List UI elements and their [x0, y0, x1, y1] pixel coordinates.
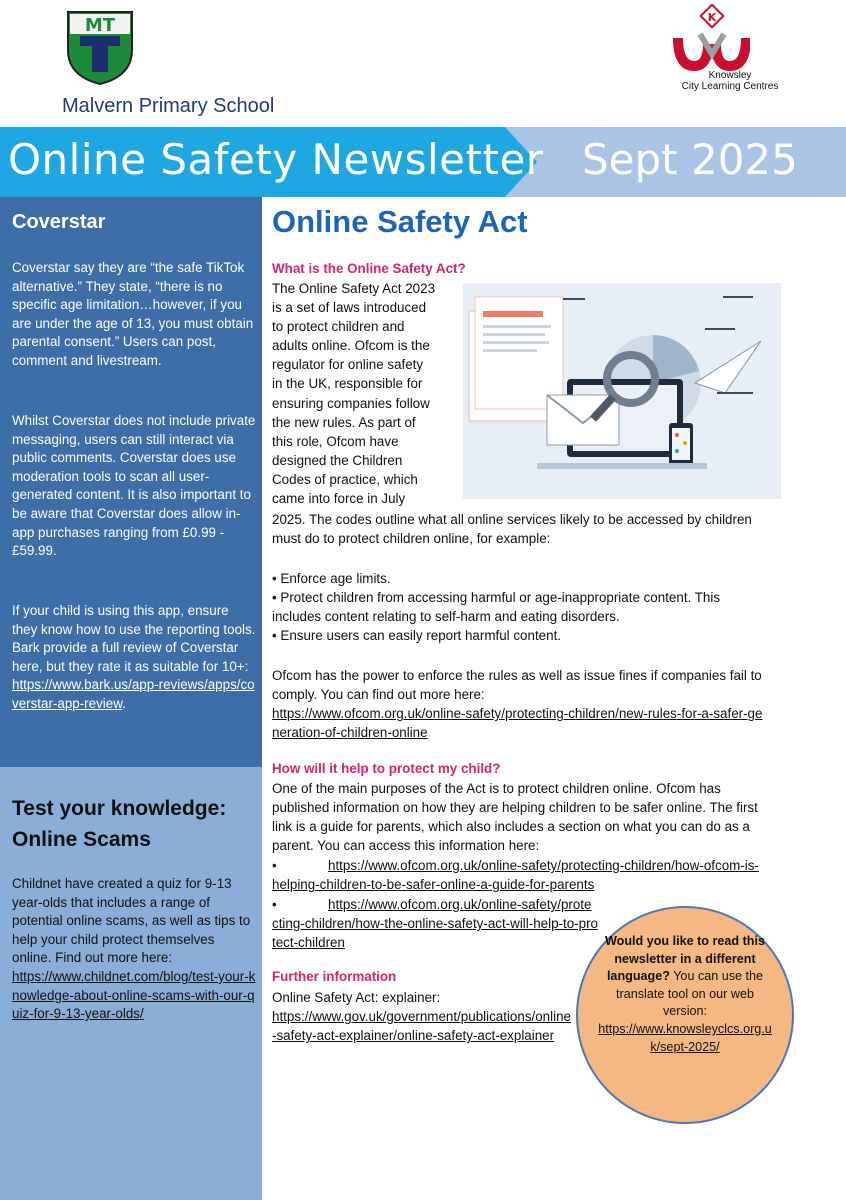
further-paragraph: [272, 988, 572, 1045]
coverstar-heading: Coverstar: [12, 211, 106, 233]
newsletter-banner: [0, 127, 846, 197]
klc-logo: [670, 4, 750, 74]
school-name: Malvern Primary School: [62, 95, 275, 117]
translate-instructions: You can use the translate tool on our web version:: [616, 969, 764, 1019]
how-link-2-item: [272, 895, 598, 952]
translate-question: Would you like to read this newsletter in a different language?: [604, 934, 765, 984]
what-line: Codes of practice, which: [272, 471, 418, 487]
what-line: this role, Ofcom have: [272, 433, 399, 449]
ofcom-rules-link[interactable]: https://www.ofcom.org.uk/online-safety/protecting-children/new-rules-for-a-safer-generation-of-children-online: [272, 706, 763, 741]
quiz-paragraph: [12, 875, 256, 1024]
what-line: to protect children and: [272, 319, 405, 335]
what-line: adults online. Ofcom is the: [272, 338, 430, 354]
ofcom-act-help-link[interactable]: https://www.ofcom.org.uk/online-safety/protecting-children/how-the-online-safety-act-will-help-to-protect-children: [272, 897, 598, 951]
quiz-link[interactable]: https://www.childnet.com/blog/test-your-knowledge-about-online-scams-with-our-quiz-for-9-13-year-olds/: [12, 968, 256, 1022]
school-logo-letters: MT: [84, 15, 116, 36]
coverstar-review-text: If your child is using this app, ensure they know how to use the reporting tools. Bark provide a full review of Coverstar here, but they rate it as suitable for 10+:: [12, 603, 256, 674]
further-heading: Further information: [272, 969, 397, 984]
what-intro: [272, 279, 457, 508]
online-safety-illustration: [463, 283, 781, 499]
partner-name: [670, 70, 790, 92]
klc-logo-letter: K: [707, 11, 717, 24]
bullet-item: • Ensure users can easily report harmful content.: [272, 628, 562, 644]
how-heading: How will it help to protect my child?: [272, 761, 501, 776]
illustration-graphic: [463, 283, 781, 499]
coverstar-section: [0, 197, 262, 767]
coverstar-paragraph-1: Coverstar say they are “the safe TikTok alternative.” They state, “there is no specific age limitation…however, if you are under the age of 13, you must obtain parental consent.” Users can post, comment and livestream.: [12, 260, 254, 368]
newsletter-date: Sept 2025: [582, 135, 798, 184]
what-line: in the UK, responsible for: [272, 376, 423, 392]
fines-text: Ofcom has the power to enforce the rules as well as issue fines if companies fail to comply. You can find out more here:: [272, 668, 762, 703]
further-label: Online Safety Act: explainer:: [272, 990, 441, 1005]
bullet-symbol: •: [272, 858, 277, 873]
quiz-heading-line2: Online Scams: [12, 828, 151, 851]
partner-name-line1: Knowsley: [708, 70, 752, 81]
newsletter-title: Online Safety Newsletter: [8, 135, 544, 184]
quiz-heading-line1: Test your knowledge:: [12, 797, 227, 820]
quiz-heading: [12, 793, 226, 855]
partner-name-line2: City Learning Centres: [681, 81, 779, 92]
coverstar-paragraph-3: [12, 602, 256, 714]
what-continued: 2025. The codes outline what all online services likely to be accessed by children must do to protect children online, for example:: [272, 512, 752, 547]
what-line: is a set of laws introduced: [272, 300, 427, 316]
quiz-text: Childnet have created a quiz for 9-13 year-olds that includes a range of potential online scams, as well as tips to help your child protect themselves online. Find out more here:: [12, 876, 251, 966]
coverstar-link-suffix: .: [122, 695, 126, 711]
main-title: Online Safety Act: [272, 204, 528, 239]
what-line: ensuring companies follow: [272, 395, 430, 411]
coverstar-review-link[interactable]: https://www.bark.us/app-reviews/apps/coverstar-app-review: [12, 677, 255, 711]
coverstar-paragraph-2: Whilst Coverstar does not include private messaging, users can still interact via public comments. Coverstar does use moderation tools to scan all user-generated content. It is also important to be aware that Coverstar does allow in-app purchases ranging from £0.99 - £59.99.: [12, 413, 256, 559]
what-line: the new rules. As part of: [272, 414, 416, 430]
what-line: regulator for online safety: [272, 357, 424, 373]
what-line: The Online Safety Act 2023: [272, 281, 436, 296]
school-crest-logo: [66, 10, 134, 86]
bullet-symbol: •: [272, 897, 277, 912]
what-bullets: [272, 569, 766, 645]
bullet-item: • Enforce age limits.: [272, 571, 391, 586]
gov-explainer-link[interactable]: https://www.gov.uk/government/publications/online-safety-act-explainer/online-safety-act-explainer: [272, 1009, 571, 1044]
translate-bubble-text: [596, 933, 774, 1056]
what-heading: What is the Online Safety Act?: [272, 261, 466, 276]
what-line: came into force in July: [272, 491, 406, 507]
how-text: One of the main purposes of the Act is to protect children online. Ofcom has published information on how they are helping children to be safer online. The first link is a guide for parents, which also includes a section on what you can do as a parent. You can access this information here:: [272, 781, 758, 854]
ofcom-parents-guide-link[interactable]: https://www.ofcom.org.uk/online-safety/protecting-children/how-ofcom-is-helping-children-to-be-safer-online-a-guide-for-parents: [272, 858, 759, 893]
translate-web-link[interactable]: https://www.knowsleyclcs.org.uk/sept-2025/: [598, 1021, 772, 1054]
what-line: designed the Children: [272, 452, 403, 468]
sidebar: [0, 197, 262, 1200]
quiz-section: [0, 767, 262, 1200]
fines-paragraph: [272, 666, 766, 742]
how-link-1-item: [272, 856, 766, 894]
bullet-item: • Protect children from accessing harmful or age-inappropriate content. This includes content relating to self-harm and eating disorders.: [272, 590, 721, 625]
